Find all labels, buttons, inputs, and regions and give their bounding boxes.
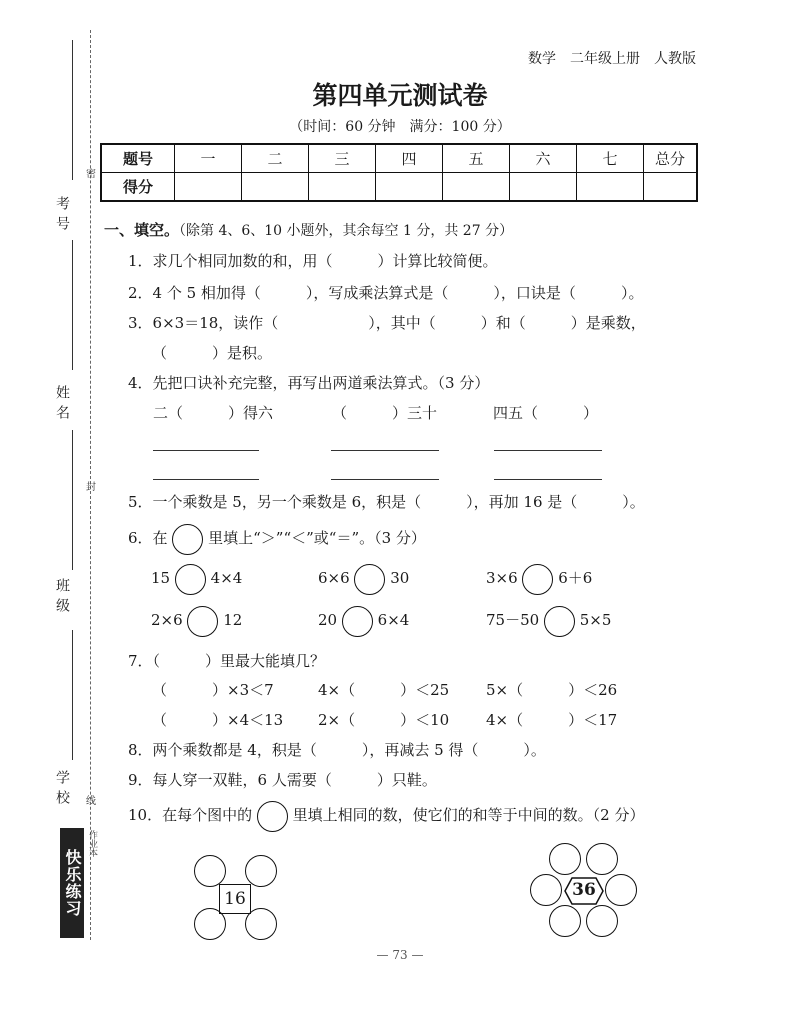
section-title: 一、填空。 xyxy=(104,221,180,239)
figure-circle[interactable] xyxy=(549,843,581,875)
page-title: 第四单元测试卷 xyxy=(312,81,488,110)
score-header-cell: 三 xyxy=(309,144,376,173)
q10-prefix: 10．在每个图中的 xyxy=(128,806,253,824)
score-header-cell: 七 xyxy=(577,144,644,173)
q7-item: 4×（ ）＜25 xyxy=(318,681,450,699)
brand-logo: 快乐练习 xyxy=(60,828,84,938)
score-header-cell: 六 xyxy=(510,144,577,173)
score-header-cell: 五 xyxy=(443,144,510,173)
answer-circle-icon xyxy=(257,801,288,832)
comparison-circle[interactable] xyxy=(342,606,373,637)
class-label: 班级 xyxy=(54,578,70,618)
q6-right: 6＋6 xyxy=(558,569,593,587)
score-table xyxy=(100,143,698,202)
question-7: 7．（ ）里最大能填几？ xyxy=(128,652,326,670)
q7-item: 2×（ ）＜10 xyxy=(318,711,450,729)
section-note: （除第 4、6、10 小题外，其余每空 1 分，共 27 分） xyxy=(179,223,514,239)
brand-sub: 作业本 xyxy=(87,830,97,857)
q6-item xyxy=(318,563,409,593)
question-3-line-1: 3．6×3＝18，读作（ ），其中（ ）和（ ）是乘数， xyxy=(128,314,646,332)
exam-number-label: 考号 xyxy=(54,196,70,236)
q4-item-3: 四五（ ） xyxy=(493,404,599,422)
q4-answer-line[interactable] xyxy=(494,450,602,451)
q10-suffix: 里填上相同的数，使它们的和等于中间的数。（2 分） xyxy=(292,806,645,824)
q7-item: 4×（ ）＜17 xyxy=(486,711,618,729)
q6-left: 3×6 xyxy=(486,569,518,587)
figure-circle[interactable] xyxy=(549,905,581,937)
q6-right: 30 xyxy=(390,569,410,587)
seal-char-mi: 密 xyxy=(86,169,96,180)
q4-answer-line[interactable] xyxy=(153,479,259,480)
comparison-circle[interactable] xyxy=(175,564,206,595)
q6-right: 4×4 xyxy=(210,569,243,587)
q6-left: 20 xyxy=(318,611,338,629)
q6-item xyxy=(486,605,611,635)
q4-item-2: （ ）三十 xyxy=(332,404,438,422)
score-cell[interactable] xyxy=(644,173,698,202)
q6-left: 75－50 xyxy=(486,611,540,629)
subject-info: 数学 二年级上册 人教版 xyxy=(528,51,696,67)
figure-circle[interactable] xyxy=(586,905,618,937)
score-cell[interactable] xyxy=(577,173,644,202)
q6-right: 5×5 xyxy=(579,611,612,629)
answer-circle-icon xyxy=(172,524,203,555)
name-label: 姓名 xyxy=(54,385,70,425)
score-table-header-row xyxy=(101,144,697,173)
q6-left: 15 xyxy=(151,569,171,587)
comparison-circle[interactable] xyxy=(354,564,385,595)
figure-center-hexagon: 36 xyxy=(572,880,596,900)
score-cell[interactable] xyxy=(175,173,242,202)
figure-circle[interactable] xyxy=(245,855,277,887)
section-heading xyxy=(104,219,513,240)
q4-answer-line[interactable] xyxy=(331,479,439,480)
question-4: 4．先把口诀补充完整，再写出两道乘法算式。（3 分） xyxy=(128,374,490,392)
school-line xyxy=(72,630,73,760)
score-header-cell: 总分 xyxy=(644,144,698,173)
q6-item xyxy=(151,563,242,593)
score-cell[interactable] xyxy=(309,173,376,202)
q7-item: （ ）×4＜13 xyxy=(152,711,284,729)
comparison-circle[interactable] xyxy=(544,606,575,637)
question-5: 5．一个乘数是 5，另一个乘数是 6，积是（ ），再加 16 是（ ）。 xyxy=(128,493,645,511)
figure-center-box: 16 xyxy=(219,884,251,914)
comparison-circle[interactable] xyxy=(522,564,553,595)
q6-suffix: 里填上“＞”“＜”或“＝”。（3 分） xyxy=(208,529,426,547)
score-cell[interactable] xyxy=(510,173,577,202)
page-subtitle: （时间：60 分钟 满分：100 分） xyxy=(289,119,511,135)
school-label: 学校 xyxy=(54,770,70,810)
seal-char-xian: 线 xyxy=(86,796,96,807)
score-header-cell: 一 xyxy=(175,144,242,173)
q6-prefix: 6．在 xyxy=(128,529,168,547)
question-8: 8．两个乘数都是 4，积是（ ），再减去 5 得（ ）。 xyxy=(128,741,546,759)
score-cell[interactable] xyxy=(443,173,510,202)
seal-char-feng: 封 xyxy=(86,482,96,493)
question-3-line-2: （ ）是积。 xyxy=(152,344,273,362)
score-cell[interactable] xyxy=(376,173,443,202)
score-header-cell: 四 xyxy=(376,144,443,173)
q6-item xyxy=(318,605,409,635)
score-row-label: 得分 xyxy=(101,173,175,202)
score-header-cell: 题号 xyxy=(101,144,175,173)
figure-circle[interactable] xyxy=(530,874,562,906)
question-10 xyxy=(128,800,644,830)
figure-circle[interactable] xyxy=(586,843,618,875)
q6-left: 6×6 xyxy=(318,569,350,587)
q6-right: 6×4 xyxy=(377,611,410,629)
question-6 xyxy=(128,523,426,553)
figure-circle[interactable] xyxy=(605,874,637,906)
page-number: — 73 — xyxy=(376,948,424,962)
q6-left: 2×6 xyxy=(151,611,183,629)
question-9: 9．每人穿一双鞋，6 人需要（ ）只鞋。 xyxy=(128,771,437,789)
q4-answer-line[interactable] xyxy=(494,479,602,480)
score-cell[interactable] xyxy=(242,173,309,202)
q6-item xyxy=(151,605,242,635)
q6-item xyxy=(486,563,592,593)
score-header-cell: 二 xyxy=(242,144,309,173)
q7-item: （ ）×3＜7 xyxy=(152,681,274,699)
score-table-score-row xyxy=(101,173,697,202)
name-line xyxy=(72,240,73,370)
comparison-circle[interactable] xyxy=(187,606,218,637)
q4-answer-line[interactable] xyxy=(331,450,439,451)
q4-answer-line[interactable] xyxy=(153,450,259,451)
class-line xyxy=(72,430,73,570)
question-1: 1．求几个相同加数的和，用（ ）计算比较简便。 xyxy=(128,252,498,270)
q4-item-1: 二（ ）得六 xyxy=(153,404,274,422)
q6-right: 12 xyxy=(223,611,243,629)
question-2: 2．4 个 5 相加得（ ），写成乘法算式是（ ），口诀是（ ）。 xyxy=(128,284,644,302)
figure-circle[interactable] xyxy=(194,855,226,887)
q7-item: 5×（ ）＜26 xyxy=(486,681,618,699)
